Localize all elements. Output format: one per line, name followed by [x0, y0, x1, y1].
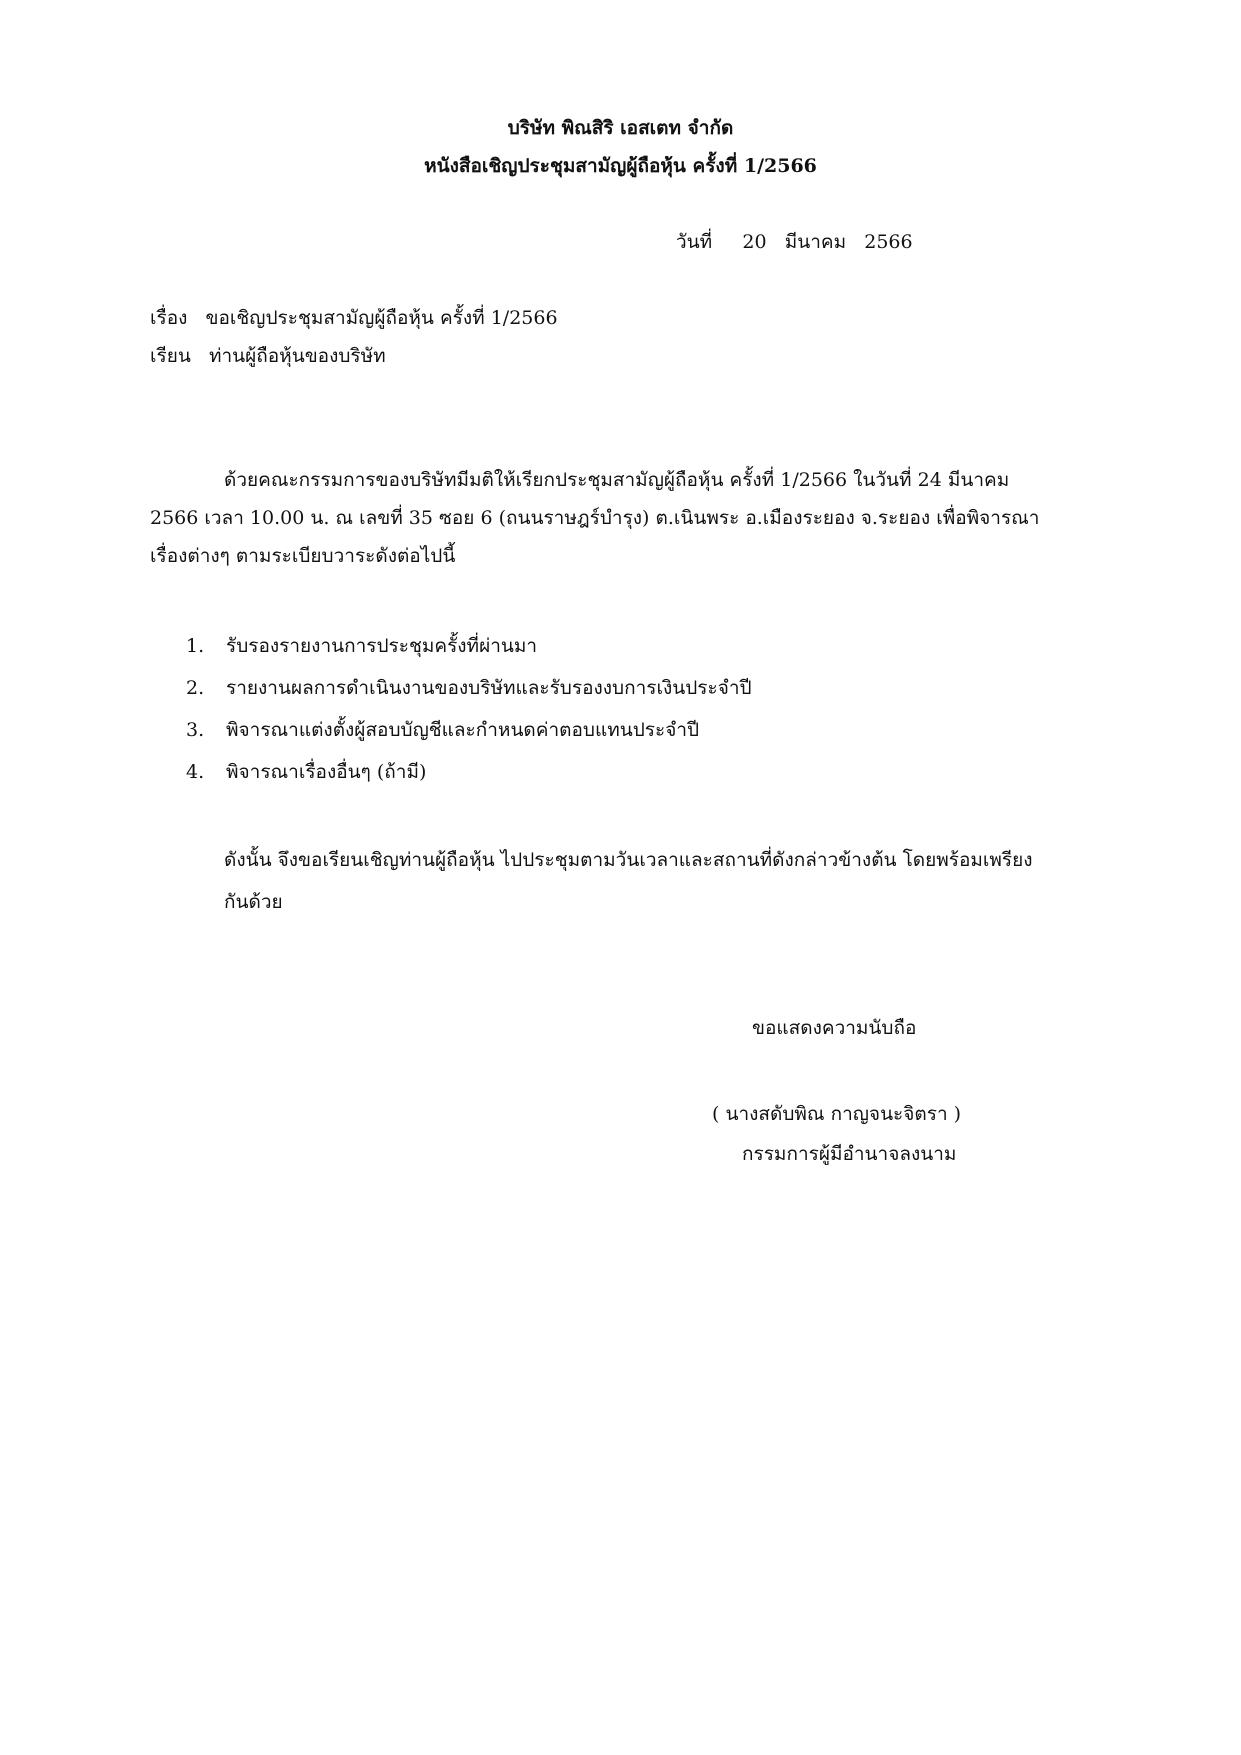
agenda-number: 4.	[186, 761, 205, 783]
date-line	[676, 228, 913, 256]
addressee-label: เรียน	[150, 345, 191, 367]
closing-line-2: กันด้วย	[224, 891, 283, 913]
closing-salutation: ขอแสดงความนับถือ	[752, 1017, 917, 1039]
agenda-text: รับรองรายงานการประชุมครั้งที่ผ่านมา	[226, 635, 538, 657]
agenda-number: 1.	[186, 635, 205, 657]
closing-line-1: ดังนั้น จึงขอเรียนเชิญท่านผู้ถือหุ้น ไปประชุมตามวันเวลาและสถานที่ดังกล่าวข้างต้น โดยพร้อมเพรียง	[224, 849, 1033, 871]
body-line-1: ด้วยคณะกรรมการของบริษัทมีมติให้เรียกประชุมสามัญผู้ถือหุ้น ครั้งที่ 1/2566 ในวันที่ 24 มีนาคม	[224, 469, 1010, 491]
agenda-item	[186, 632, 537, 660]
date-year: 2566	[864, 231, 913, 253]
agenda-item	[186, 674, 752, 702]
signatory-position: กรรมการผู้มีอำนาจลงนาม	[742, 1143, 957, 1165]
agenda-item	[186, 758, 426, 786]
date-label: วันที่	[676, 231, 713, 253]
date-day: 20	[742, 231, 767, 253]
addressee-line	[150, 342, 386, 370]
agenda-text: พิจารณาเรื่องอื่นๆ (ถ้ามี)	[226, 761, 427, 783]
addressee-text: ท่านผู้ถือหุ้นของบริษัท	[208, 345, 386, 367]
agenda-item	[186, 716, 699, 744]
agenda-number: 3.	[186, 719, 205, 741]
agenda-number: 2.	[186, 677, 205, 699]
agenda-text: พิจารณาแต่งตั้งผู้สอบบัญชีและกำหนดค่าตอบแทนประจำปี	[226, 719, 700, 741]
subject-text: ขอเชิญประชุมสามัญผู้ถือหุ้น ครั้งที่ 1/2566	[205, 307, 558, 329]
signatory-name: ( นางสดับพิณ กาญจนะจิตรา )	[712, 1103, 962, 1125]
agenda-text: รายงานผลการดำเนินงานของบริษัทและรับรองงบการเงินประจำปี	[226, 677, 752, 699]
body-line-3: เรื่องต่างๆ ตามระเบียบวาระดังต่อไปนี้	[150, 545, 456, 567]
subject-label: เรื่อง	[150, 307, 188, 329]
date-month: มีนาคม	[784, 231, 847, 253]
company-name: บริษัท พิณสิริ เอสเตท จำกัด	[507, 117, 734, 139]
body-line-2: 2566 เวลา 10.00 น. ณ เลขที่ 35 ซอย 6 (ถนนราษฎร์บำรุง) ต.เนินพระ อ.เมืองระยอง จ.ระยอง เพื่อพิจารณา	[150, 507, 1040, 529]
subject-line	[150, 304, 558, 332]
document-title: หนังสือเชิญประชุมสามัญผู้ถือหุ้น ครั้งที่ 1/2566	[424, 155, 817, 177]
